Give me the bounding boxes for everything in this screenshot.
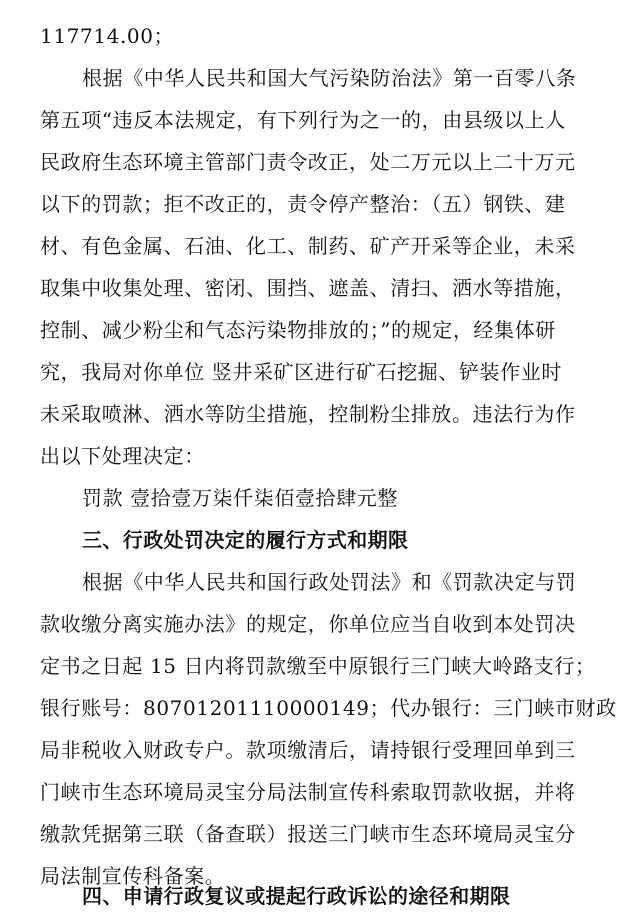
section-heading: 四、申请行政复议或提起行政诉讼的途径和期限 — [82, 884, 511, 908]
text-line: 局非税收入财政专户。款项缴清后，请持银行受理回单到三 — [40, 738, 576, 762]
text-line: 民政府生态环境主管部门责令改正，处二万元以上二十万元 — [40, 150, 576, 174]
text-line: 控制、减少粉尘和气态污染物排放的；”的规定，经集体研 — [40, 318, 556, 342]
text-line: 117714.00； — [40, 24, 175, 48]
text-line: 缴款凭据第三联（备查联）报送三门峡市生态环境局灵宝分 — [40, 822, 576, 846]
text-line: 款收缴分离实施办法》的规定，你单位应当自收到本处罚决 — [40, 612, 576, 636]
text-line: 出以下处理决定： — [40, 444, 205, 468]
penalty-amount-line: 罚款 壹拾壹万柒仟柒佰壹拾肆元整 — [82, 486, 398, 510]
text-line: 根据《中华人民共和国大气污染防治法》第一百零八条 — [82, 66, 577, 90]
text-line: 定书之日起 15 日内将罚款缴至中原银行三门峡大岭路支行； — [40, 654, 596, 678]
text-line: 究，我局对你单位 竖井采矿区进行矿石挖掘、铲装作业时 — [40, 360, 562, 384]
text-line: 局法制宣传科备案。 — [40, 864, 226, 888]
section-heading: 三、行政处罚决定的履行方式和期限 — [82, 528, 409, 552]
text-line: 门峡市生态环境局灵宝分局法制宣传科索取罚款收据，并将 — [40, 780, 576, 804]
text-line: 未采取喷淋、洒水等防尘措施，控制粉尘排放。违法行为作 — [40, 402, 576, 426]
text-line: 取集中收集处理、密闭、围挡、遮盖、清扫、洒水等措施， — [40, 276, 576, 300]
text-line: 以下的罚款；拒不改正的，责令停产整治：（五）钢铁、建 — [40, 192, 566, 216]
text-line: 材、有色金属、石油、化工、制药、矿产开采等企业，未采 — [40, 234, 576, 258]
text-line: 银行账号：80701201110000149；代办银行：三门峡市财政 — [40, 696, 617, 720]
text-line: 根据《中华人民共和国行政处罚法》和《罚款决定与罚 — [82, 570, 577, 594]
text-line: 第五项“违反本法规定，有下列行为之一的，由县级以上人 — [40, 108, 566, 132]
